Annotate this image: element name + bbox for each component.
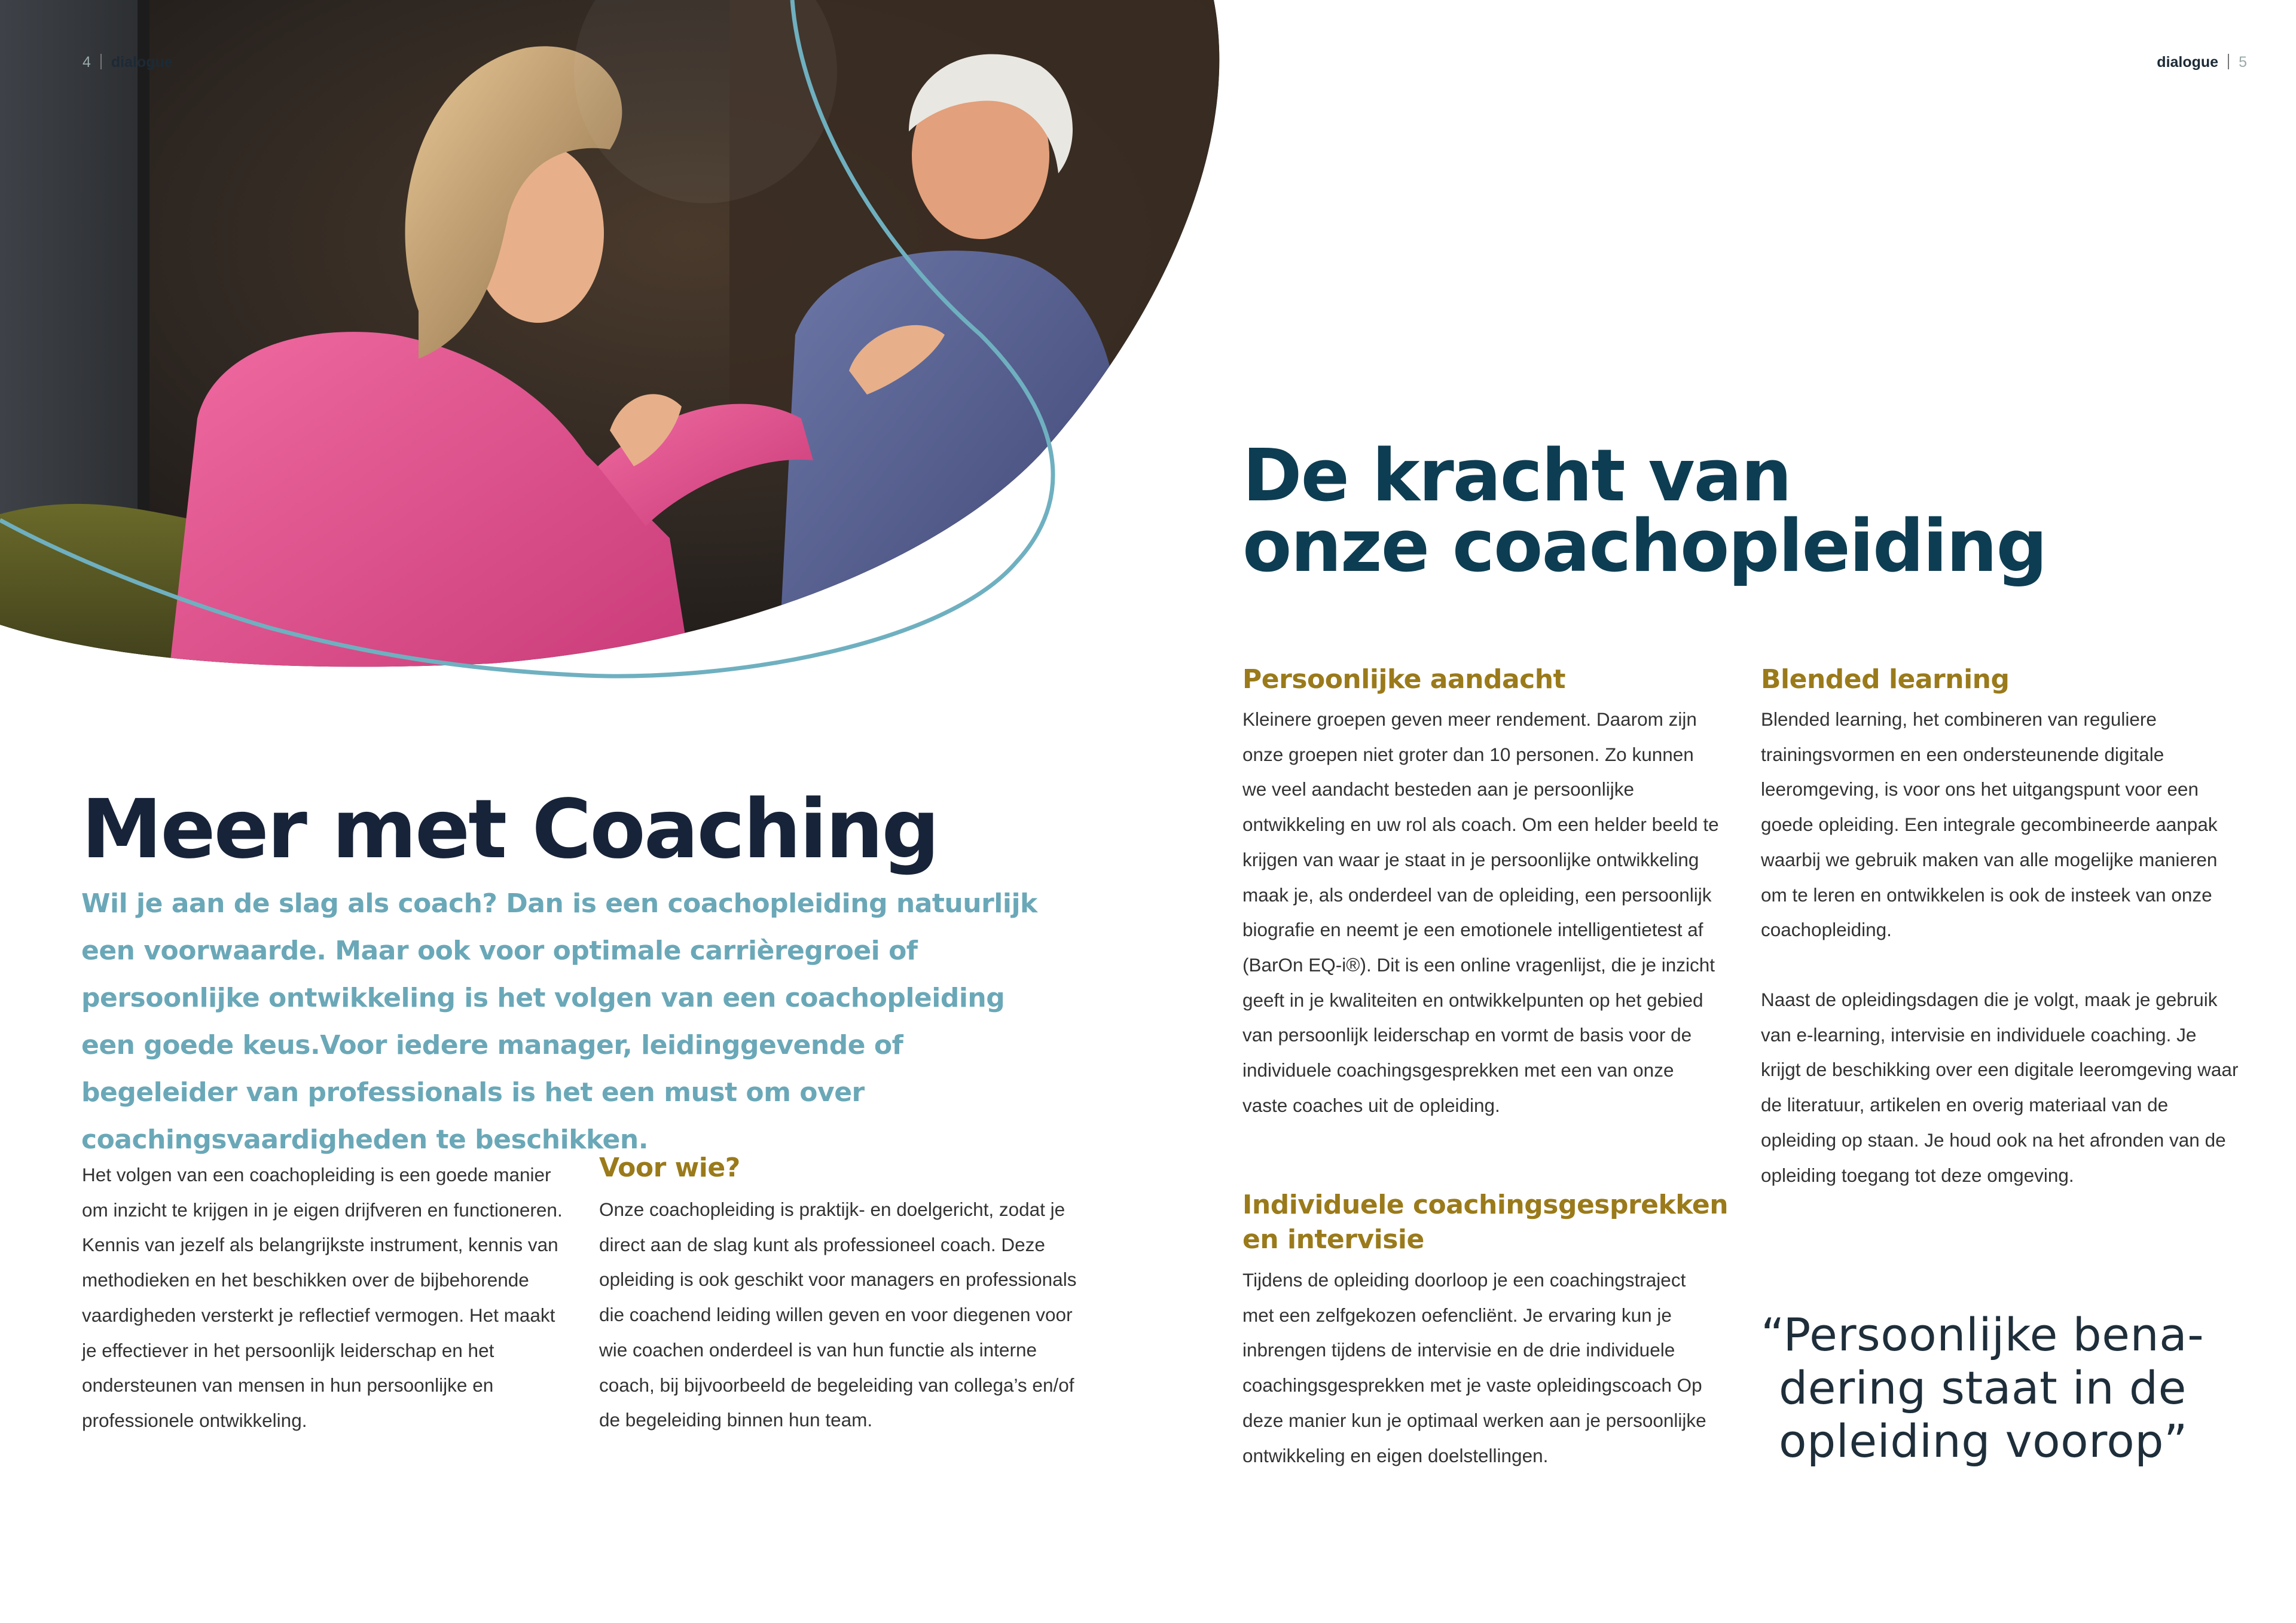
pull-quote	[1761, 1308, 2204, 1468]
page-title-right	[1242, 435, 2047, 588]
page-number-right: 5	[2239, 54, 2247, 71]
voor-wie-body: Onze coachopleiding is praktijk- en doelgericht, zodat je direct aan de slag kunt als professioneel coach. Deze opleiding is ook geschikt voor managers en professionals die coachend leiding willen geven en voor diegenen voor wie coachen onderdeel is van hun functie als interne coach, bij bijvoorbeeld de begeleiding van collega’s en/of de begeleiding binnen hun team.	[599, 1199, 1077, 1431]
blended-learning-body: Blended learning, het combineren van reguliere trainingsvormen en een ondersteunende digitale leeromgeving, is voor ons het uitgangspunt voor een goede opleiding. Een integrale gecombineerde aanpak waarbij we gebruik maken van alle mogelijke manieren om te leren en ontwikkelen is ook de insteek van onze coachopleiding.	[1761, 708, 2218, 941]
quote-line: “Persoonlijke bena-	[1761, 1308, 2205, 1361]
coachingsgesprekken-body: Tijdens de opleiding doorloop je een coachingstraject met een zelfgekozen oefencliënt. Je ervaring kun je inbrengen tijdens de intervisie en de drie individuele coachingsgesprekken met je vaste opleidingscoach Op deze manier kun je optimaal werken aan je persoonlijke ontwikkeling en eigen doelstellingen.	[1242, 1269, 1706, 1466]
right-page-header	[2157, 54, 2247, 71]
title-line: onze coachopleiding	[1242, 505, 2047, 588]
left-page-header	[83, 54, 173, 71]
section-heading-coachingsgesprekken	[1242, 1188, 1728, 1257]
quote-line: dering staat in de	[1779, 1361, 2187, 1414]
section-heading-blended-learning: Blended learning	[1761, 664, 2010, 695]
persoonlijke-aandacht-body: Kleinere groepen geven meer rendement. Daarom zijn onze groepen niet groter dan 10 personen. Zo kunnen we veel aandacht besteden aan je persoonlijke ontwikkeling en uw rol als coach. Om een helder beeld te krijgen van waar je staat in je persoonlijke ontwikkeling maak je, als onderdeel van de opleiding, een persoonlijk biografie en neemt je een emotionele intelligentietest af (BarOn EQ-i®). Dit is een online vragenlijst, die je inzicht geeft in je kwaliteiten en ontwikkelpunten op het gebied van persoonlijk leiderschap en vormt de basis voor de individuele coachingsgesprekken met een van onze vaste coaches uit de opleiding.	[1242, 708, 1719, 1116]
header-divider	[100, 54, 102, 69]
page-title-left: Meer met Coaching	[81, 783, 938, 877]
intro-paragraph: Wil je aan de slag als coach? Dan is een coachopleiding natuurlijk een voorwaarde. Maar ook voor optimale carrièregroei of persoonlijke ontwikkeling is het volgen van een coachopleiding een goede keus.Voor iedere manager, leidinggevende of begeleider van professionals is het een must om over coachingsvaardigheden te beschikken.	[81, 888, 1037, 1155]
section-heading-voor-wie: Voor wie?	[599, 1153, 740, 1183]
left-column-body: Het volgen van een coachopleiding is een goede manier om inzicht te krijgen in je eigen drijfveren en functioneren. Kennis van jezelf als belangrijkste instrument, kennis van methodieken en het beschikken over de bijbehorende vaardigheden versterkt je reflectief vermogen. Het maakt je effectiever in het persoonlijk leiderschap en het ondersteunen van mensen in hun persoonlijke en professionele ontwikkeling.	[82, 1164, 563, 1431]
quote-line: opleiding voorop”	[1779, 1414, 2188, 1468]
section-heading-persoonlijke-aandacht: Persoonlijke aandacht	[1242, 664, 1566, 695]
blended-learning-body-2: Naast de opleidingsdagen die je volgt, maak je gebruik van e-learning, intervisie en individuele coaching. Je krijgt de beschikking over een digitale leeromgeving waar de literatuur, artikelen en overig materiaal van de opleiding op staan. Je houd ook na het afronden van de opleiding toegang tot deze omgeving.	[1761, 989, 2239, 1186]
page-number-left: 4	[83, 54, 91, 71]
brand-name: dialogue	[2157, 54, 2219, 71]
heading-line: Individuele coachingsgesprekken	[1242, 1190, 1729, 1220]
header-divider	[2228, 54, 2229, 69]
title-line: De kracht van	[1242, 435, 1791, 518]
hero-photo	[0, 0, 1256, 687]
brand-name: dialogue	[111, 54, 173, 71]
heading-line: en intervisie	[1242, 1224, 1424, 1255]
